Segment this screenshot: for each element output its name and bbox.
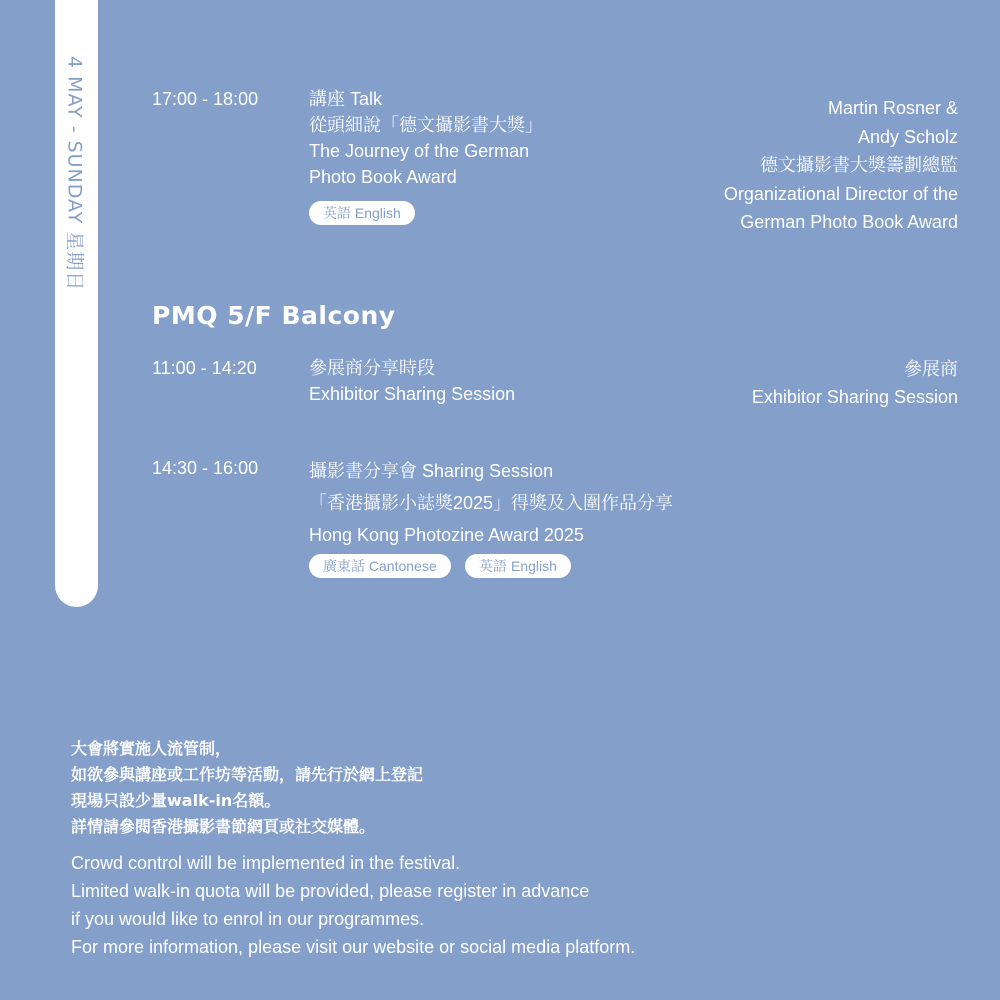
session-title-line: Photo Book Award: [309, 167, 457, 187]
speaker-line: Martin Rosner &: [827, 98, 958, 118]
session-time: 17:00 - 18:00: [152, 89, 259, 109]
session-title-line: 講座 Talk: [309, 89, 383, 109]
language-tag: 英語 English: [309, 201, 415, 225]
session-title: [309, 86, 543, 190]
session-title-line: 攝影書分享會 Sharing Session: [309, 461, 554, 481]
language-tag: 英語 English: [465, 554, 571, 578]
notice-line: 詳情請參閱香港攝影書節網頁或社交媒體。: [71, 817, 376, 836]
notice-line: 大會將實施人流管制，: [71, 739, 232, 758]
session-title: [309, 455, 673, 551]
language-tags: [309, 554, 581, 578]
session-title-line: 「香港攝影小誌獎2025」得獎及入圍作品分享: [309, 493, 674, 513]
notice-english: [71, 849, 635, 961]
speaker-line: 參展商: [904, 359, 958, 379]
session-title-line: The Journey of the German: [309, 141, 530, 161]
session-title-line: 從頭細說「德文攝影書大獎」: [309, 115, 543, 135]
session-title: [309, 355, 515, 407]
notice-chinese: [71, 736, 423, 840]
speaker-info: [724, 94, 958, 237]
notice-line: Limited walk-in quota will be provided, please register in advance: [71, 881, 590, 901]
speaker-line: Organizational Director of the: [723, 183, 958, 204]
notice-line: Crowd control will be implemented in the festival.: [71, 853, 461, 873]
session-title-line: Hong Kong Photozine Award 2025: [309, 525, 584, 545]
speaker-line: Exhibitor Sharing Session: [751, 387, 958, 407]
language-tag: 廣東話 Cantonese: [309, 554, 451, 578]
speaker-info: [752, 355, 958, 411]
session-title-line: 參展商分享時段: [309, 358, 435, 378]
notice-line: 現場只設少量walk-in名額。: [71, 791, 281, 810]
session-time: 11:00 - 14:20: [152, 358, 257, 378]
date-label: 4 MAY - SUNDAY 星期日: [63, 56, 86, 292]
notice-line: if you would like to enrol in our programmes.: [71, 909, 425, 929]
notice-line: 如欲參與講座或工作坊等活動，請先行於網上登記: [71, 765, 424, 784]
session-title-line: Exhibitor Sharing Session: [309, 384, 516, 404]
speaker-line: 德文攝影書大獎籌劃總監: [760, 155, 958, 175]
language-tags: [309, 201, 425, 225]
venue-title: PMQ 5/F Balcony: [152, 301, 396, 330]
speaker-line: German Photo Book Award: [740, 212, 958, 232]
speaker-line: Andy Scholz: [857, 126, 958, 147]
notice-line: For more information, please visit our website or social media platform.: [71, 937, 636, 957]
session-time: 14:30 - 16:00: [152, 458, 259, 478]
